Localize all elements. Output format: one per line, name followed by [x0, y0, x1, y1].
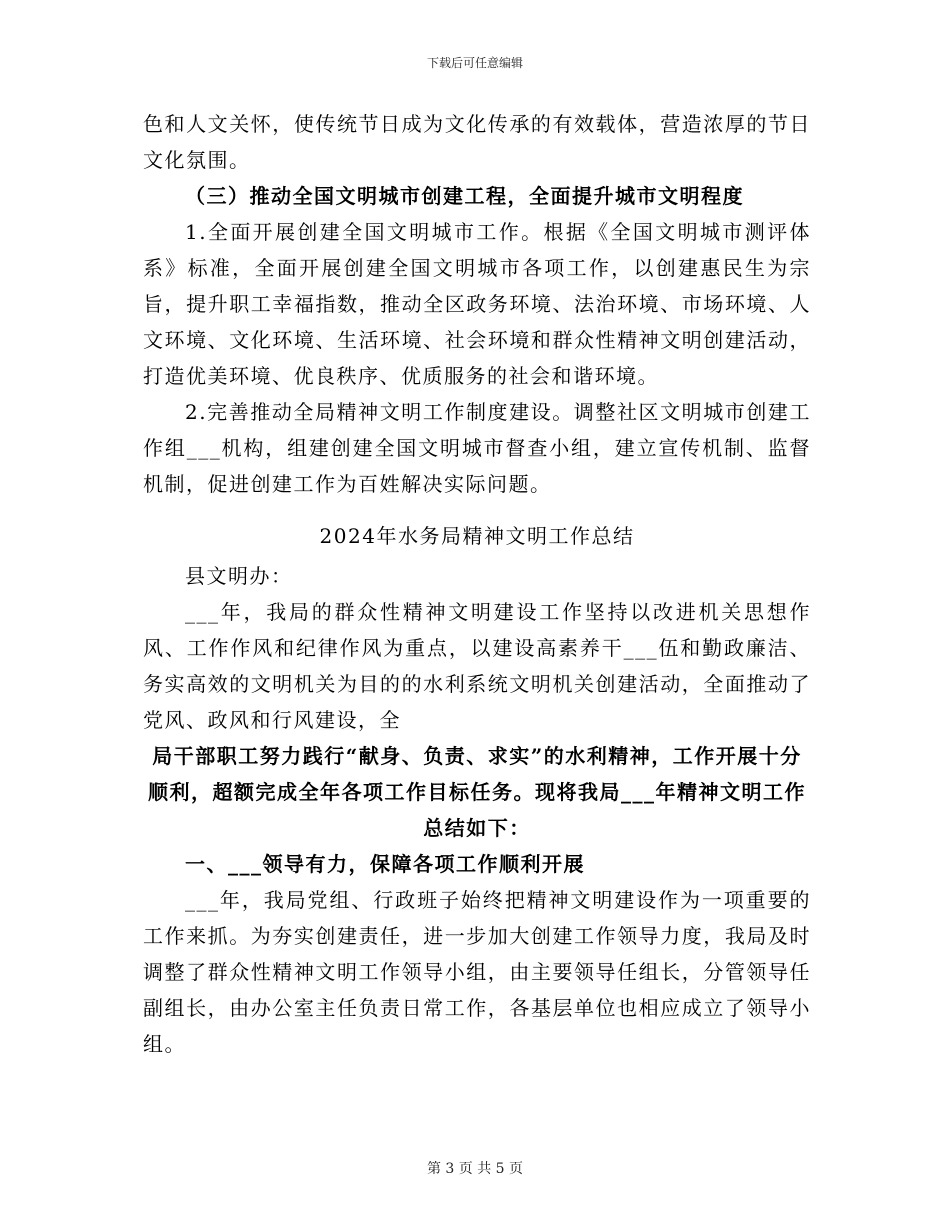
- salutation: 县文明办：: [185, 564, 293, 588]
- paragraph-intro-bold: 局干部职工努力践行“献身、负责、求实”的水利精神，工作开展十分顺利，超额完成全年各项工作目标任务。现将我局___年精神文明工作总结如下：: [148, 744, 806, 840]
- paragraph-item-2: 2.完善推动全局精神文明工作制度建设。调整社区文明城市创建工作组___机构，组建创建全国文明城市督查小组，建立宣传机制、监督机制，促进创建工作为百姓解决实际问题。: [143, 400, 811, 496]
- paragraph-item-1: 1.全面开展创建全国文明城市工作。根据《全国文明城市测评体系》标准，全面开展创建全国文明城市各项工作，以创建惠民生为宗旨，提升职工幸福指数，推动全区政务环境、法治环境、市场环境、人文环境、文化环境、生活环境、社会环境和群众性精神文明创建活动，打造优美环境、优良秩序、优质服务的社会和谐环境。: [143, 220, 811, 388]
- paragraph-continuation: 色和人文关怀，使传统节日成为文化传承的有效载体，营造浓厚的节日文化氛围。: [143, 112, 811, 172]
- page-header: 下载后可任意编辑: [426, 56, 523, 70]
- document-title: 2024年水务局精神文明工作总结: [319, 524, 635, 548]
- section-heading-one: 一、___领导有力，保障各项工作顺利开展: [185, 852, 585, 876]
- section-heading-three: （三）推动全国文明城市创建工程，全面提升城市文明程度: [185, 184, 744, 208]
- paragraph-intro: ___年，我局的群众性精神文明建设工作坚持以改进机关思想作风、工作作风和纪律作风为重点，以建设高素养干___伍和勤政廉洁、务实高效的文明机关为目的的水利系统文明机关创建活动，全面推动了党风、政风和行风建设，全: [143, 600, 811, 732]
- page-footer: 第 3 页 共 5 页: [426, 1161, 524, 1177]
- paragraph-section-one: ___年，我局党组、行政班子始终把精神文明建设作为一项重要的工作来抓。为夯实创建责任，进一步加大创建工作领导力度，我局及时调整了群众性精神文明工作领导小组，由主要领导任组长，分管领导任副组长，由办公室主任负责日常工作，各基层单位也相应成立了领导小组。: [143, 888, 811, 1056]
- document-body: [143, 106, 811, 1062]
